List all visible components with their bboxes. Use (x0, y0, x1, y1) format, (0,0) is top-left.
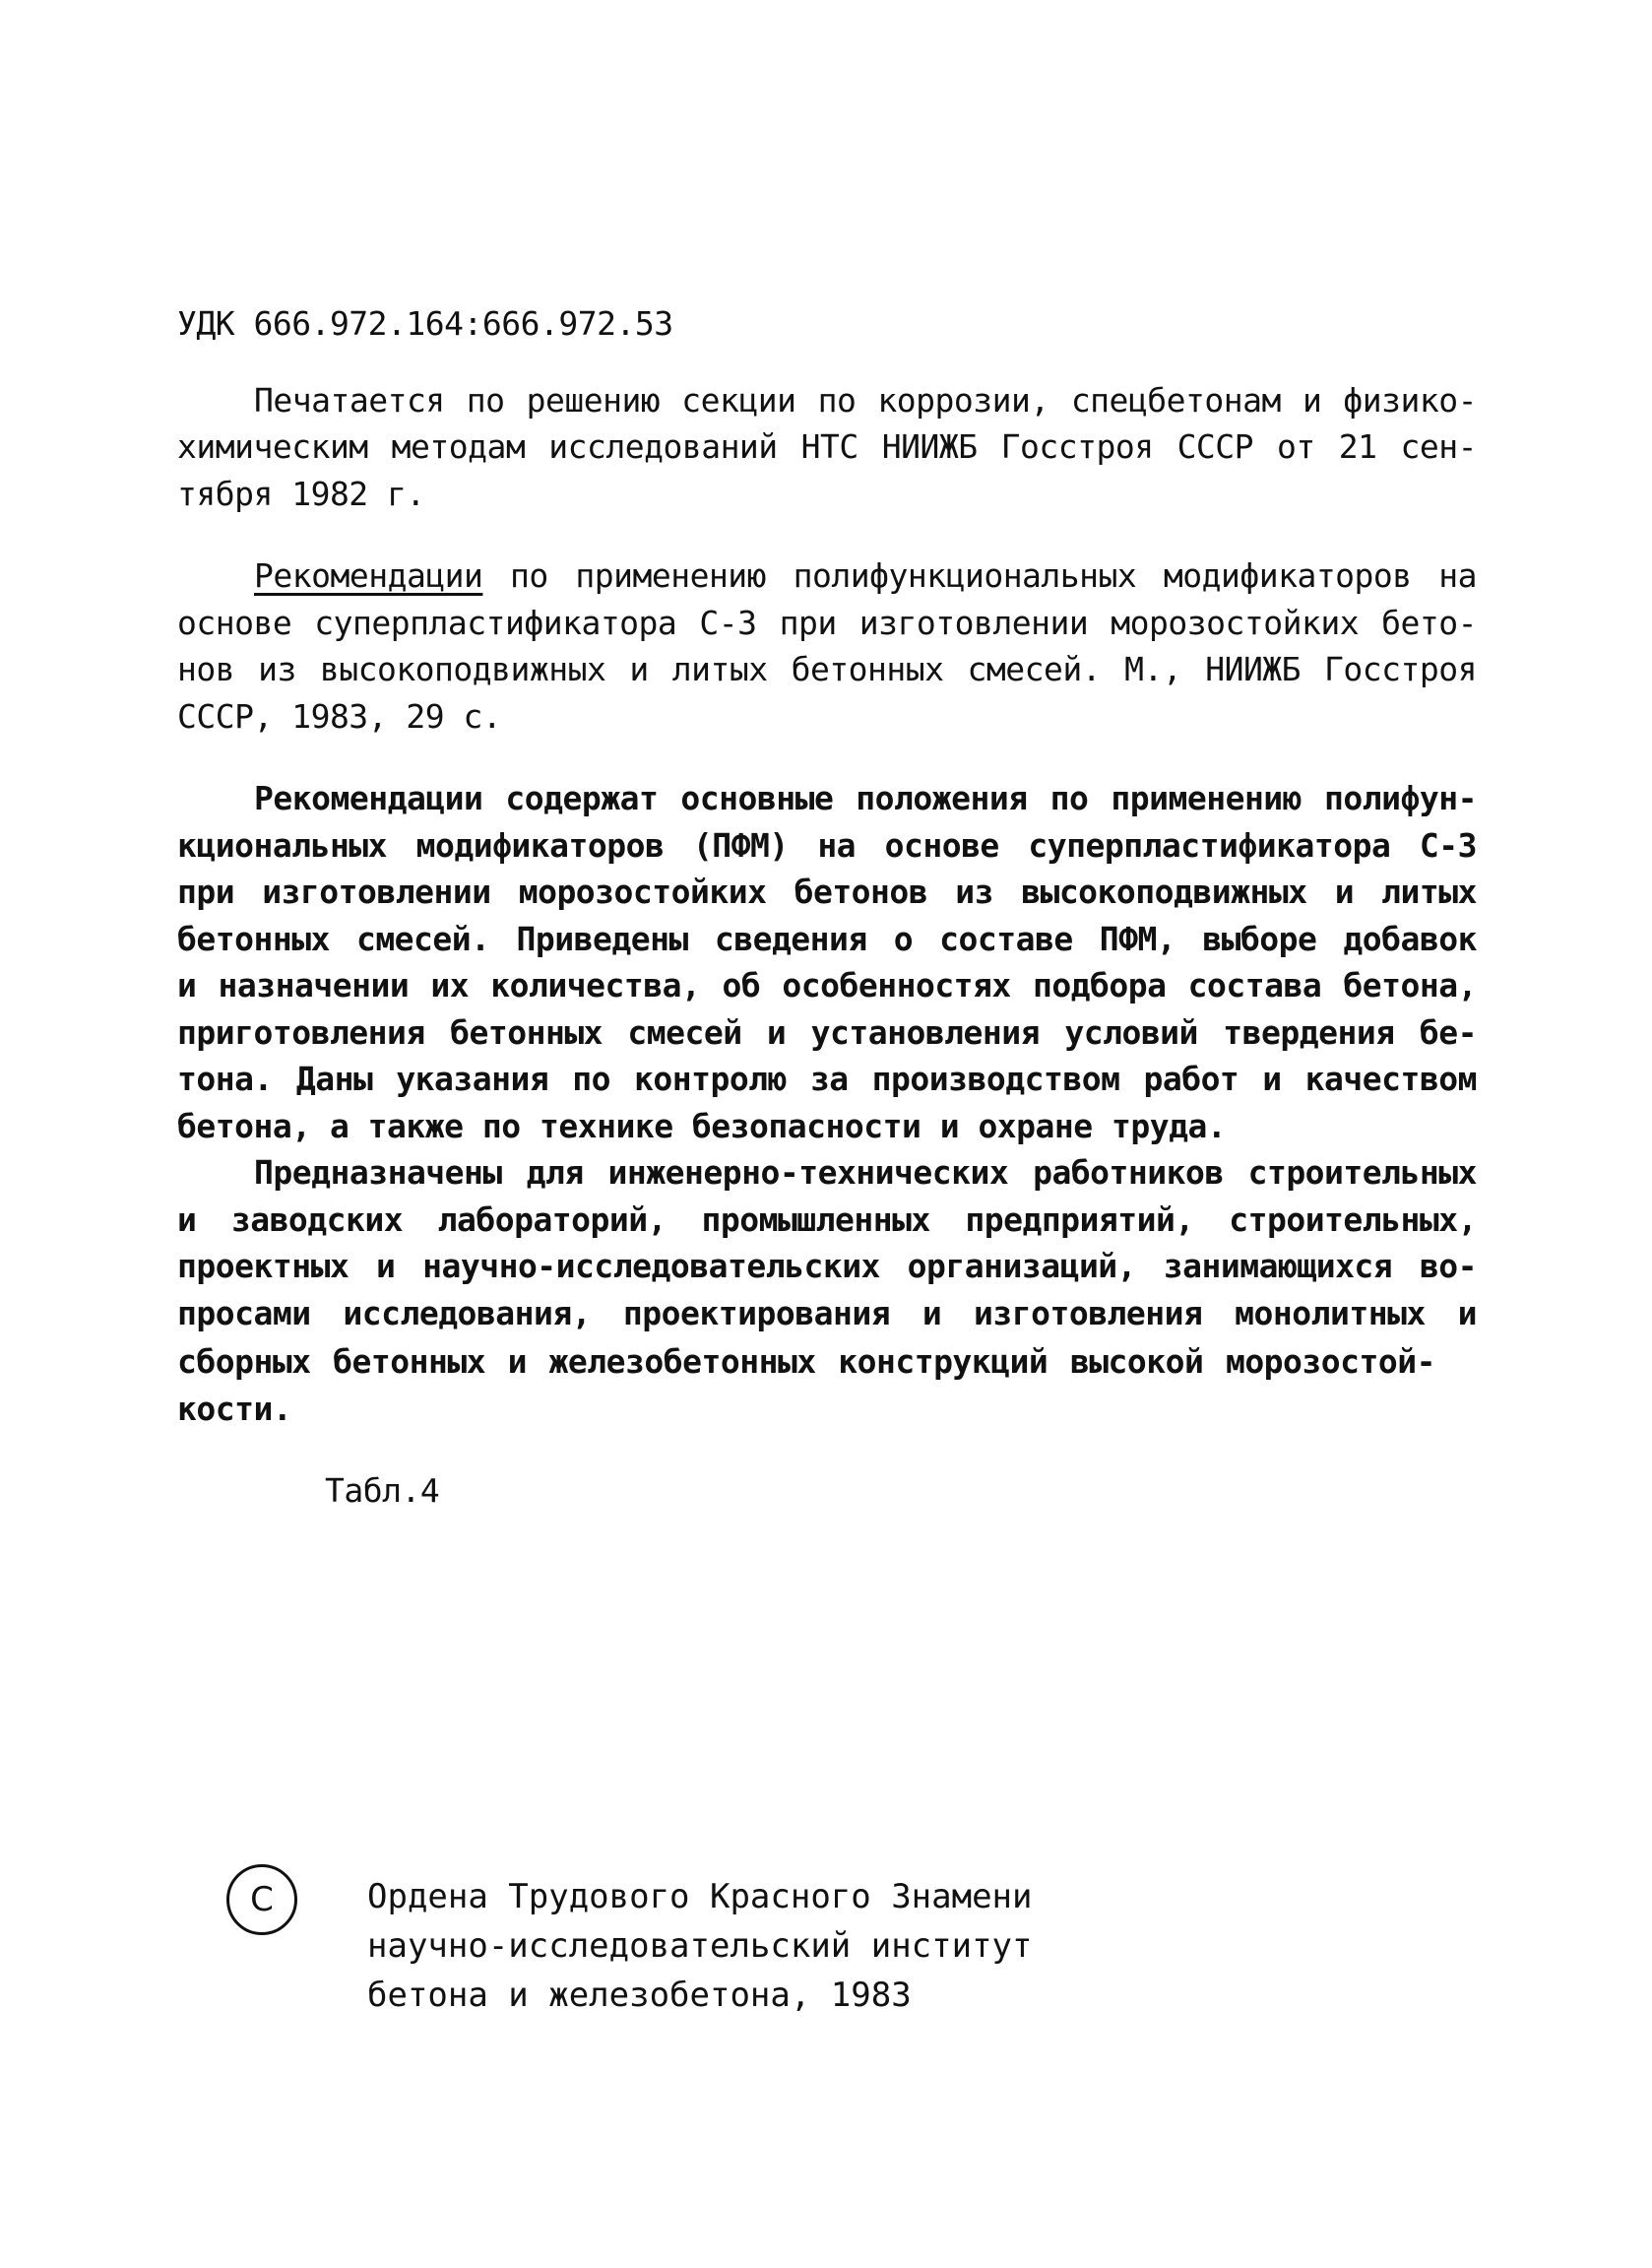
publisher-line-2: научно-исследовательский институт (367, 1926, 1033, 1966)
audience-line-3: проектных и научно-исследовательских организаций, занимающихся во- (177, 1247, 1477, 1285)
audience-line-1: Предназначены для инженерно-технических работников строительных (254, 1153, 1477, 1192)
copyright-icon: С (226, 1864, 297, 1935)
bibliography-line-2: основе суперпластификатора С-3 при изготовлении морозостойких бето- (177, 604, 1477, 642)
bibliography-line-1 (254, 556, 1477, 595)
abstract-line-4: бетонных смесей. Приведены сведения о составе ПФМ, выборе добавок (177, 920, 1477, 958)
print-note-text: Печатается по решению секции по коррозии, спецбетонам и физико- (254, 381, 1477, 420)
abstract-line-6: приготовления бетонных смесей и установления условий твердения бе- (177, 1013, 1477, 1052)
audience-line-6: кости. (177, 1390, 292, 1428)
abstract-line-2: кциональных модификаторов (ПФМ) на основе суперпластификатора С-3 (177, 826, 1477, 865)
print-note-line-2: химическим методам исследований НТС НИИЖБ Госстроя СССР от 21 сен- (177, 427, 1477, 466)
bibliography-title-word: Рекомендации (254, 556, 483, 595)
audience-line-2: и заводских лабораторий, промышленных предприятий, строительных, (177, 1200, 1477, 1239)
audience-line-5: сборных бетонных и железобетонных конструкций высокой морозостой- (177, 1342, 1435, 1381)
print-note-line-3: тября 1982 г. (177, 475, 425, 513)
publisher-line-1: Ордена Трудового Красного Знамени (367, 1877, 1033, 1916)
bibliography-line-3: нов из высокоподвижных и литых бетонных смесей. М., НИИЖБ Госстроя (177, 650, 1477, 688)
bibliography-line-4: СССР, 1983, 29 с. (177, 697, 502, 736)
publisher-line-3: бетона и железобетона, 1983 (367, 1976, 912, 2015)
print-note-line-1 (254, 381, 1477, 420)
abstract-line-3: при изготовлении морозостойких бетонов из высокоподвижных и литых (177, 873, 1477, 911)
abstract-line-5: и назначении их количества, об особенностях подбора состава бетона, (177, 966, 1477, 1004)
audience-line-4: просами исследования, проектирования и изготовления монолитных и (177, 1294, 1477, 1332)
udk-code: УДК 666.972.164:666.972.53 (177, 304, 673, 343)
bibliography-line-1-rest: по применению полифункциональных модификаторов на (482, 556, 1477, 595)
abstract-line-7: тона. Даны указания по контролю за производством работ и качеством (177, 1060, 1477, 1098)
tables-count: Табл.4 (325, 1471, 440, 1510)
abstract-line-1: Рекомендации содержат основные положения по применению полифун- (254, 779, 1477, 817)
abstract-line-8: бетона, а также по технике безопасности и охране труда. (177, 1107, 1227, 1145)
